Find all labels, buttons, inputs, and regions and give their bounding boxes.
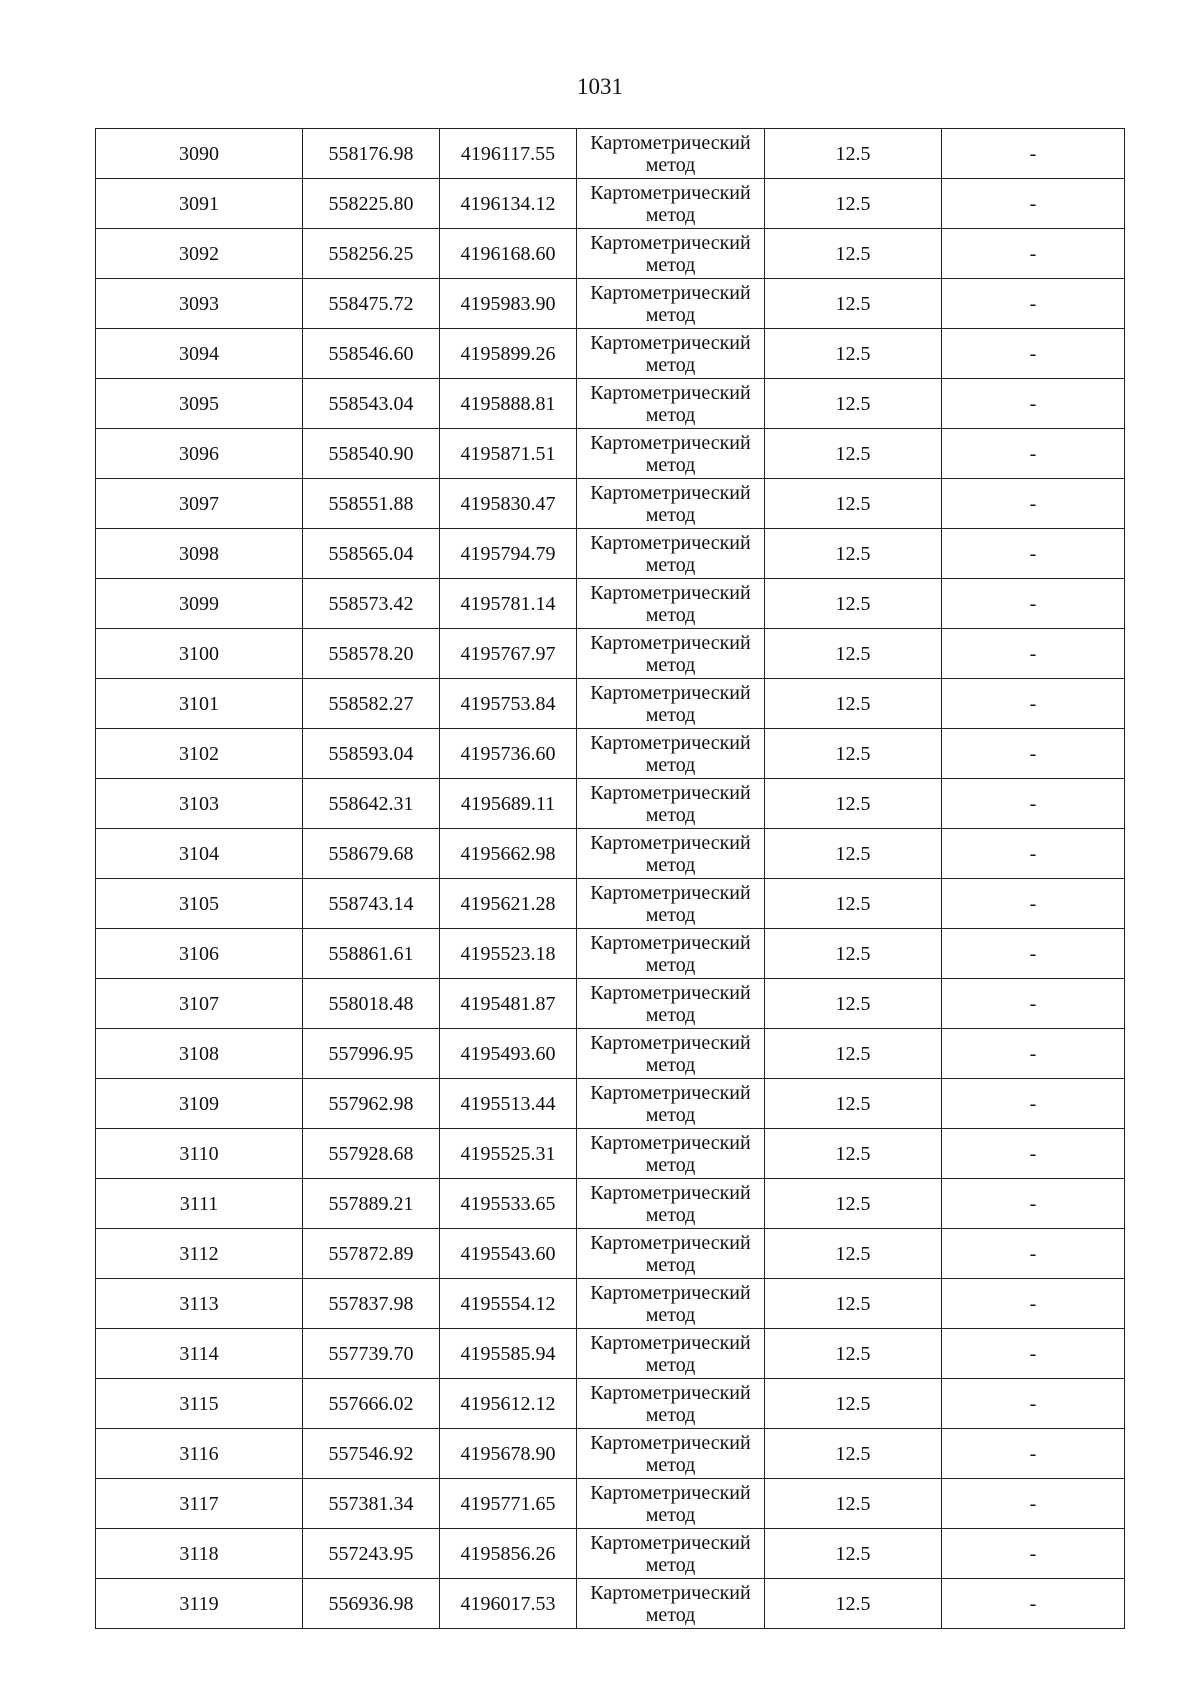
point-number-cell: 3118: [96, 1529, 303, 1579]
method-line-1: Картометрический: [590, 381, 751, 404]
method-cell: [577, 129, 765, 179]
point-number-cell: 3105: [96, 879, 303, 929]
point-number-cell: 3096: [96, 429, 303, 479]
method-cell: [577, 529, 765, 579]
method-line-2: метод: [645, 1053, 696, 1076]
x-coordinate-cell: 557666.02: [303, 1379, 440, 1429]
method-line-2: метод: [645, 703, 696, 726]
point-number-cell: 3109: [96, 1079, 303, 1129]
method-cell: [577, 1479, 765, 1529]
method-line-2: метод: [645, 603, 696, 626]
x-coordinate-cell: 557243.95: [303, 1529, 440, 1579]
method-line-2: метод: [645, 1403, 696, 1426]
method-line-2: метод: [645, 1103, 696, 1126]
method-line-2: метод: [645, 503, 696, 526]
table-row: [96, 329, 1125, 379]
x-coordinate-cell: 557928.68: [303, 1129, 440, 1179]
x-coordinate-cell: 558573.42: [303, 579, 440, 629]
method-cell: [577, 729, 765, 779]
method-line-2: метод: [645, 853, 696, 876]
y-coordinate-cell: 4195689.11: [440, 779, 577, 829]
point-number-cell: 3119: [96, 1579, 303, 1629]
note-cell: -: [942, 479, 1125, 529]
y-coordinate-cell: 4195662.98: [440, 829, 577, 879]
table-row: [96, 879, 1125, 929]
method-line-1: Картометрический: [590, 1481, 751, 1504]
x-coordinate-cell: 558679.68: [303, 829, 440, 879]
y-coordinate-cell: 4195767.97: [440, 629, 577, 679]
method-cell: [577, 429, 765, 479]
x-coordinate-cell: 558225.80: [303, 179, 440, 229]
accuracy-cell: 12.5: [765, 379, 942, 429]
method-cell: [577, 679, 765, 729]
y-coordinate-cell: 4195513.44: [440, 1079, 577, 1129]
point-number-cell: 3098: [96, 529, 303, 579]
x-coordinate-cell: 556936.98: [303, 1579, 440, 1629]
y-coordinate-cell: 4196117.55: [440, 129, 577, 179]
y-coordinate-cell: 4196168.60: [440, 229, 577, 279]
method-cell: [577, 279, 765, 329]
point-number-cell: 3100: [96, 629, 303, 679]
table-row: [96, 129, 1125, 179]
method-line-1: Картометрический: [590, 1381, 751, 1404]
method-line-1: Картометрический: [590, 931, 751, 954]
table-row: [96, 1379, 1125, 1429]
method-line-1: Картометрический: [590, 1331, 751, 1354]
x-coordinate-cell: 557962.98: [303, 1079, 440, 1129]
method-line-1: Картометрический: [590, 531, 751, 554]
method-cell: [577, 979, 765, 1029]
accuracy-cell: 12.5: [765, 929, 942, 979]
method-cell: [577, 229, 765, 279]
note-cell: -: [942, 229, 1125, 279]
x-coordinate-cell: 558018.48: [303, 979, 440, 1029]
point-number-cell: 3106: [96, 929, 303, 979]
method-cell: [577, 1279, 765, 1329]
table-row: [96, 479, 1125, 529]
method-line-1: Картометрический: [590, 281, 751, 304]
x-coordinate-cell: 558551.88: [303, 479, 440, 529]
x-coordinate-cell: 558475.72: [303, 279, 440, 329]
x-coordinate-cell: 557381.34: [303, 1479, 440, 1529]
method-cell: [577, 1229, 765, 1279]
table-row: [96, 729, 1125, 779]
method-cell: [577, 829, 765, 879]
method-cell: [577, 1579, 765, 1629]
x-coordinate-cell: 557889.21: [303, 1179, 440, 1229]
accuracy-cell: 12.5: [765, 829, 942, 879]
method-cell: [577, 1129, 765, 1179]
y-coordinate-cell: 4195554.12: [440, 1279, 577, 1329]
note-cell: -: [942, 1529, 1125, 1579]
accuracy-cell: 12.5: [765, 329, 942, 379]
note-cell: -: [942, 379, 1125, 429]
table-row: [96, 379, 1125, 429]
method-line-2: метод: [645, 1203, 696, 1226]
table-row: [96, 929, 1125, 979]
accuracy-cell: 12.5: [765, 1229, 942, 1279]
method-cell: [577, 1329, 765, 1379]
accuracy-cell: 12.5: [765, 1529, 942, 1579]
note-cell: -: [942, 979, 1125, 1029]
y-coordinate-cell: 4195493.60: [440, 1029, 577, 1079]
table-row: [96, 1029, 1125, 1079]
method-line-2: метод: [645, 1153, 696, 1176]
method-line-2: метод: [645, 1303, 696, 1326]
accuracy-cell: 12.5: [765, 179, 942, 229]
method-line-2: метод: [645, 1603, 696, 1626]
method-line-2: метод: [645, 253, 696, 276]
note-cell: -: [942, 1379, 1125, 1429]
accuracy-cell: 12.5: [765, 1179, 942, 1229]
method-cell: [577, 629, 765, 679]
point-number-cell: 3103: [96, 779, 303, 829]
method-cell: [577, 879, 765, 929]
method-cell: [577, 329, 765, 379]
table-row: [96, 779, 1125, 829]
point-number-cell: 3095: [96, 379, 303, 429]
method-cell: [577, 1079, 765, 1129]
table-row: [96, 679, 1125, 729]
table-row: [96, 1229, 1125, 1279]
coordinates-table: [95, 128, 1125, 1629]
table-row: [96, 1529, 1125, 1579]
note-cell: -: [942, 1179, 1125, 1229]
method-line-1: Картометрический: [590, 1581, 751, 1604]
y-coordinate-cell: 4195585.94: [440, 1329, 577, 1379]
point-number-cell: 3114: [96, 1329, 303, 1379]
x-coordinate-cell: 557996.95: [303, 1029, 440, 1079]
method-line-1: Картометрический: [590, 1031, 751, 1054]
point-number-cell: 3116: [96, 1429, 303, 1479]
table-row: [96, 1479, 1125, 1529]
point-number-cell: 3093: [96, 279, 303, 329]
method-cell: [577, 1429, 765, 1479]
point-number-cell: 3115: [96, 1379, 303, 1429]
page-number: 1031: [577, 74, 623, 99]
table-row: [96, 179, 1125, 229]
method-line-2: метод: [645, 1253, 696, 1276]
method-line-2: метод: [645, 353, 696, 376]
x-coordinate-cell: 558578.20: [303, 629, 440, 679]
point-number-cell: 3101: [96, 679, 303, 729]
x-coordinate-cell: 557739.70: [303, 1329, 440, 1379]
method-line-1: Картометрический: [590, 731, 751, 754]
point-number-cell: 3092: [96, 229, 303, 279]
method-line-1: Картометрический: [590, 631, 751, 654]
y-coordinate-cell: 4195753.84: [440, 679, 577, 729]
method-line-1: Картометрический: [590, 681, 751, 704]
y-coordinate-cell: 4195481.87: [440, 979, 577, 1029]
accuracy-cell: 12.5: [765, 729, 942, 779]
x-coordinate-cell: 558861.61: [303, 929, 440, 979]
x-coordinate-cell: 558540.90: [303, 429, 440, 479]
accuracy-cell: 12.5: [765, 679, 942, 729]
table-row: [96, 829, 1125, 879]
note-cell: -: [942, 879, 1125, 929]
method-line-2: метод: [645, 753, 696, 776]
method-line-1: Картометрический: [590, 1431, 751, 1454]
y-coordinate-cell: 4195794.79: [440, 529, 577, 579]
table-row: [96, 1079, 1125, 1129]
y-coordinate-cell: 4195983.90: [440, 279, 577, 329]
x-coordinate-cell: 558176.98: [303, 129, 440, 179]
point-number-cell: 3112: [96, 1229, 303, 1279]
method-line-2: метод: [645, 1553, 696, 1576]
note-cell: -: [942, 829, 1125, 879]
method-cell: [577, 1029, 765, 1079]
note-cell: -: [942, 1129, 1125, 1179]
method-cell: [577, 579, 765, 629]
y-coordinate-cell: 4195771.65: [440, 1479, 577, 1529]
method-line-1: Картометрический: [590, 1231, 751, 1254]
method-line-2: метод: [645, 953, 696, 976]
point-number-cell: 3097: [96, 479, 303, 529]
note-cell: -: [942, 1229, 1125, 1279]
accuracy-cell: 12.5: [765, 279, 942, 329]
accuracy-cell: 12.5: [765, 429, 942, 479]
accuracy-cell: 12.5: [765, 1129, 942, 1179]
method-line-2: метод: [645, 903, 696, 926]
table-row: [96, 1179, 1125, 1229]
y-coordinate-cell: 4195830.47: [440, 479, 577, 529]
note-cell: -: [942, 329, 1125, 379]
x-coordinate-cell: 558642.31: [303, 779, 440, 829]
note-cell: -: [942, 679, 1125, 729]
method-line-1: Картометрический: [590, 481, 751, 504]
x-coordinate-cell: 558743.14: [303, 879, 440, 929]
accuracy-cell: 12.5: [765, 529, 942, 579]
accuracy-cell: 12.5: [765, 1579, 942, 1629]
x-coordinate-cell: 557837.98: [303, 1279, 440, 1329]
method-line-1: Картометрический: [590, 1131, 751, 1154]
x-coordinate-cell: 558546.60: [303, 329, 440, 379]
y-coordinate-cell: 4195781.14: [440, 579, 577, 629]
x-coordinate-cell: 557546.92: [303, 1429, 440, 1479]
y-coordinate-cell: 4195612.12: [440, 1379, 577, 1429]
y-coordinate-cell: 4196017.53: [440, 1579, 577, 1629]
x-coordinate-cell: 558593.04: [303, 729, 440, 779]
note-cell: -: [942, 179, 1125, 229]
y-coordinate-cell: 4195533.65: [440, 1179, 577, 1229]
table-row: [96, 979, 1125, 1029]
accuracy-cell: 12.5: [765, 979, 942, 1029]
point-number-cell: 3113: [96, 1279, 303, 1329]
table-row: [96, 279, 1125, 329]
method-line-1: Картометрический: [590, 431, 751, 454]
point-number-cell: 3107: [96, 979, 303, 1029]
method-line-1: Картометрический: [590, 331, 751, 354]
accuracy-cell: 12.5: [765, 229, 942, 279]
point-number-cell: 3091: [96, 179, 303, 229]
x-coordinate-cell: 558582.27: [303, 679, 440, 729]
y-coordinate-cell: 4195523.18: [440, 929, 577, 979]
method-line-1: Картометрический: [590, 1531, 751, 1554]
method-cell: [577, 1179, 765, 1229]
accuracy-cell: 12.5: [765, 1379, 942, 1429]
point-number-cell: 3111: [96, 1179, 303, 1229]
x-coordinate-cell: 558543.04: [303, 379, 440, 429]
method-line-2: метод: [645, 553, 696, 576]
method-line-2: метод: [645, 153, 696, 176]
table-row: [96, 529, 1125, 579]
note-cell: -: [942, 1579, 1125, 1629]
table-row: [96, 229, 1125, 279]
table-row: [96, 629, 1125, 679]
method-line-1: Картометрический: [590, 181, 751, 204]
point-number-cell: 3094: [96, 329, 303, 379]
table-row: [96, 1279, 1125, 1329]
accuracy-cell: 12.5: [765, 629, 942, 679]
note-cell: -: [942, 429, 1125, 479]
method-line-1: Картометрический: [590, 1081, 751, 1104]
method-line-2: метод: [645, 303, 696, 326]
accuracy-cell: 12.5: [765, 1279, 942, 1329]
point-number-cell: 3108: [96, 1029, 303, 1079]
x-coordinate-cell: 558565.04: [303, 529, 440, 579]
method-line-1: Картометрический: [590, 231, 751, 254]
accuracy-cell: 12.5: [765, 779, 942, 829]
table-row: [96, 579, 1125, 629]
accuracy-cell: 12.5: [765, 479, 942, 529]
table-row: [96, 1579, 1125, 1629]
y-coordinate-cell: 4196134.12: [440, 179, 577, 229]
method-line-2: метод: [645, 203, 696, 226]
table-row: [96, 1429, 1125, 1479]
note-cell: -: [942, 929, 1125, 979]
table-row: [96, 1329, 1125, 1379]
note-cell: -: [942, 729, 1125, 779]
x-coordinate-cell: 558256.25: [303, 229, 440, 279]
note-cell: -: [942, 1329, 1125, 1379]
method-line-1: Картометрический: [590, 131, 751, 154]
method-cell: [577, 929, 765, 979]
method-cell: [577, 379, 765, 429]
method-cell: [577, 479, 765, 529]
point-number-cell: 3090: [96, 129, 303, 179]
method-cell: [577, 179, 765, 229]
point-number-cell: 3110: [96, 1129, 303, 1179]
note-cell: -: [942, 529, 1125, 579]
note-cell: -: [942, 1479, 1125, 1529]
method-cell: [577, 1379, 765, 1429]
y-coordinate-cell: 4195525.31: [440, 1129, 577, 1179]
y-coordinate-cell: 4195856.26: [440, 1529, 577, 1579]
method-line-2: метод: [645, 453, 696, 476]
method-cell: [577, 779, 765, 829]
accuracy-cell: 12.5: [765, 1429, 942, 1479]
method-line-1: Картометрический: [590, 881, 751, 904]
method-line-1: Картометрический: [590, 1281, 751, 1304]
note-cell: -: [942, 1279, 1125, 1329]
accuracy-cell: 12.5: [765, 1079, 942, 1129]
accuracy-cell: 12.5: [765, 579, 942, 629]
accuracy-cell: 12.5: [765, 879, 942, 929]
accuracy-cell: 12.5: [765, 1329, 942, 1379]
note-cell: -: [942, 779, 1125, 829]
coordinates-table-body: [96, 129, 1125, 1629]
method-cell: [577, 1529, 765, 1579]
point-number-cell: 3104: [96, 829, 303, 879]
y-coordinate-cell: 4195871.51: [440, 429, 577, 479]
y-coordinate-cell: 4195899.26: [440, 329, 577, 379]
method-line-2: метод: [645, 653, 696, 676]
method-line-2: метод: [645, 803, 696, 826]
y-coordinate-cell: 4195543.60: [440, 1229, 577, 1279]
point-number-cell: 3099: [96, 579, 303, 629]
note-cell: -: [942, 579, 1125, 629]
method-line-1: Картометрический: [590, 981, 751, 1004]
method-line-2: метод: [645, 1353, 696, 1376]
method-line-2: метод: [645, 1503, 696, 1526]
method-line-1: Картометрический: [590, 831, 751, 854]
note-cell: -: [942, 129, 1125, 179]
table-row: [96, 429, 1125, 479]
note-cell: -: [942, 279, 1125, 329]
note-cell: -: [942, 1429, 1125, 1479]
method-line-1: Картометрический: [590, 781, 751, 804]
y-coordinate-cell: 4195888.81: [440, 379, 577, 429]
note-cell: -: [942, 629, 1125, 679]
y-coordinate-cell: 4195678.90: [440, 1429, 577, 1479]
x-coordinate-cell: 557872.89: [303, 1229, 440, 1279]
y-coordinate-cell: 4195621.28: [440, 879, 577, 929]
note-cell: -: [942, 1029, 1125, 1079]
point-number-cell: 3117: [96, 1479, 303, 1529]
note-cell: -: [942, 1079, 1125, 1129]
y-coordinate-cell: 4195736.60: [440, 729, 577, 779]
method-line-1: Картометрический: [590, 1181, 751, 1204]
point-number-cell: 3102: [96, 729, 303, 779]
method-line-2: метод: [645, 1453, 696, 1476]
method-line-2: метод: [645, 403, 696, 426]
method-line-2: метод: [645, 1003, 696, 1026]
accuracy-cell: 12.5: [765, 1029, 942, 1079]
table-row: [96, 1129, 1125, 1179]
accuracy-cell: 12.5: [765, 129, 942, 179]
accuracy-cell: 12.5: [765, 1479, 942, 1529]
method-line-1: Картометрический: [590, 581, 751, 604]
